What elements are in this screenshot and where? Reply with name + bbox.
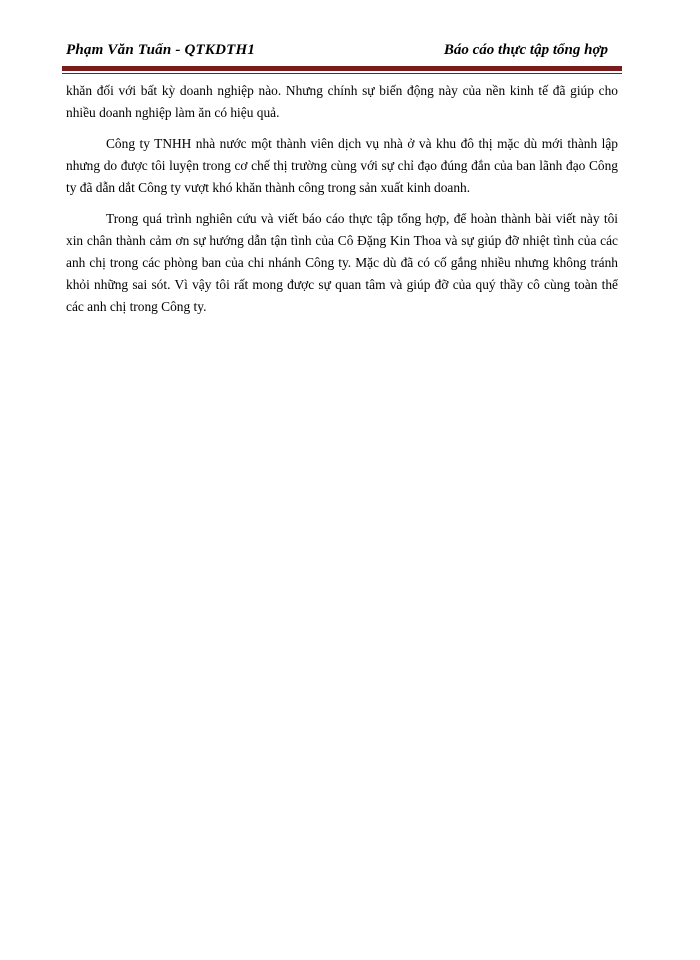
paragraph-company: Công ty TNHH nhà nước một thành viên dịch vụ nhà ở và khu đô thị mặc dù mới thành lập nhưng do được tôi luyện trong cơ chế thị trường cùng với sự chỉ đạo đúng đắn của ban lãnh đạo Công ty đã dẫn dắt Công ty vượt khó khăn thành công trong sản xuất kinh doanh. (66, 136, 618, 195)
header-author: Phạm Văn Tuấn - QTKDTH1 (66, 42, 256, 58)
header-divider (62, 66, 622, 71)
document-body (66, 80, 618, 327)
paragraph-acknowledgement: Trong quá trình nghiên cứu và viết báo cáo thực tập tổng hợp, để hoàn thành bài viết này tôi xin chân thành cảm ơn sự hướng dẫn tận tình của Cô Đặng Kin Thoa và sự giúp đỡ nhiệt tình của các anh chị trong các phòng ban của chi nhánh Công ty. Mặc dù đã có cố gắng nhiều nhưng không tránh khỏi những sai sót. Vì vậy tôi rất mong được sự quan tâm và giúp đỡ của quý thầy cô cùng toàn thể các anh chị trong Công ty. (66, 211, 618, 314)
paragraph-continuation: khăn đối với bất kỳ doanh nghiệp nào. Nhưng chính sự biến động này của nền kinh tế đã giúp cho nhiều doanh nghiệp làm ăn có hiệu quả. (66, 83, 618, 120)
header-report-title: Báo cáo thực tập tổng hợp (443, 42, 608, 58)
header-divider-thin (62, 73, 622, 74)
page-header (62, 40, 622, 64)
